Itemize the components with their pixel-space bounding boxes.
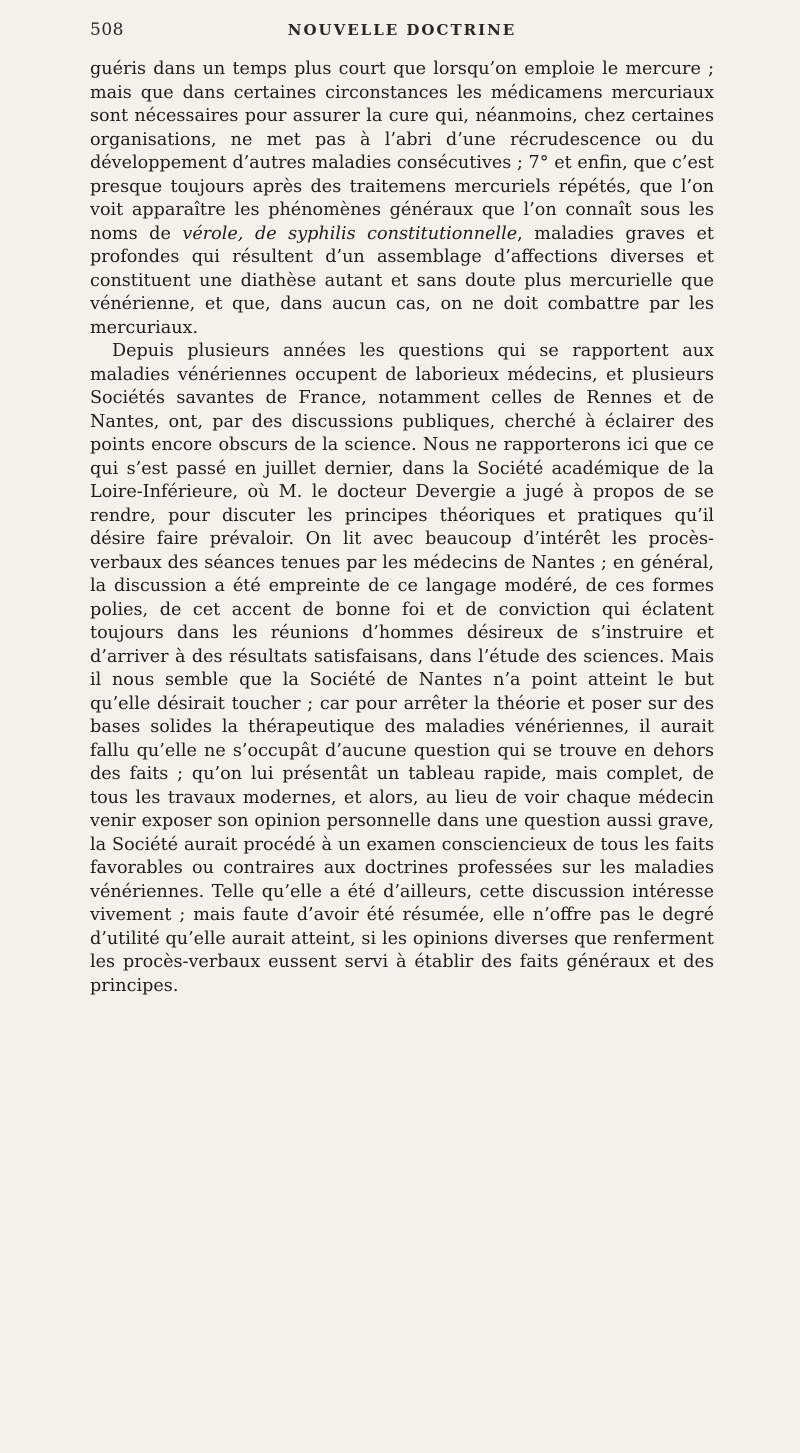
text-segment: guéris dans un temps plus court que lorsqu’on emploie le mercure ; mais que dans certaines circonstances les médicamens mercuriaux sont nécessaires pour assurer la cure qui, néanmoins, chez certaines organisations, ne met pas à l’abri d’une récrudescence ou du développement d’autres maladies consécutives ; 7° et enfin, que c’est presque toujours après des traitemens mercuriels répétés, que l’on voit apparaître les phénomènes généraux que l’on connaît sous les noms de [90,59,714,244]
running-title: NOUVELLE DOCTRINE [287,21,517,39]
running-head [90,20,714,48]
paragraph [90,340,714,998]
italic-term: vérole, de syphilis constitutionnelle [182,223,518,244]
body-text [90,58,714,998]
paragraph-continuation [90,58,714,340]
page-number: 508 [90,20,124,40]
text-segment: , maladies graves et profondes qui résultent d’un assemblage d’affections diverses et constituent une diathèse autant et sans doute plus mercurielle que vénérienne, et que, dans aucun cas, on ne doit combattre par les mercuriaux. [90,223,715,338]
text-segment: Depuis plusieurs années les questions qui se rapportent aux maladies vénériennes occupent de laborieux médecins, et plusieurs Sociétés savantes de France, notamment celles de Rennes et de Nantes, ont, par des discussions publiques, cherché à éclairer des points encore obscurs de la science. Nous ne rapporterons ici que ce qui s’est passé en juillet dernier, dans la Société académique de la Loire-Inférieure, où M. le docteur Devergie a jugé à propos de se rendre, pour discuter les principes théoriques et pratiques qu’il désire faire prévaloir. On lit avec beaucoup d’intérêt les procès-verbaux des séances tenues par les médecins de Nantes ; en général, la discussion a été empreinte de ce langage modéré, de ces formes polies, de cet accent de bonne foi et de conviction qui éclatent toujours dans les réunions d’hommes désireux de s’instruire et d’arriver à des résultats satisfaisans, dans l’étude des sciences. Mais il nous semble que la Société de Nantes n’a point atteint le but qu’elle désirait toucher ; car pour arrêter la théorie et poser sur des bases solides la thérapeutique des maladies vénériennes, il aurait fallu qu’elle ne s’occupât d’aucune question qui se trouve en dehors des faits ; qu’on lui présentât un tableau rapide, mais complet, de tous les travaux modernes, et alors, au lieu de voir chaque médecin venir exposer son opinion personnelle dans une question aussi grave, la Société aurait procédé à un examen consciencieux de tous les faits favorables ou contraires aux doctrines professées sur les maladies vénériennes. Telle qu’elle a été d’ailleurs, cette discussion intéresse vivement ; mais faute d’avoir été résumée, elle n’offre pas le degré d’utilité qu’elle aurait atteint, si les opinions diverses que renferment les procès-verbaux eussent servi à établir des faits généraux et des principes. [90,341,714,996]
